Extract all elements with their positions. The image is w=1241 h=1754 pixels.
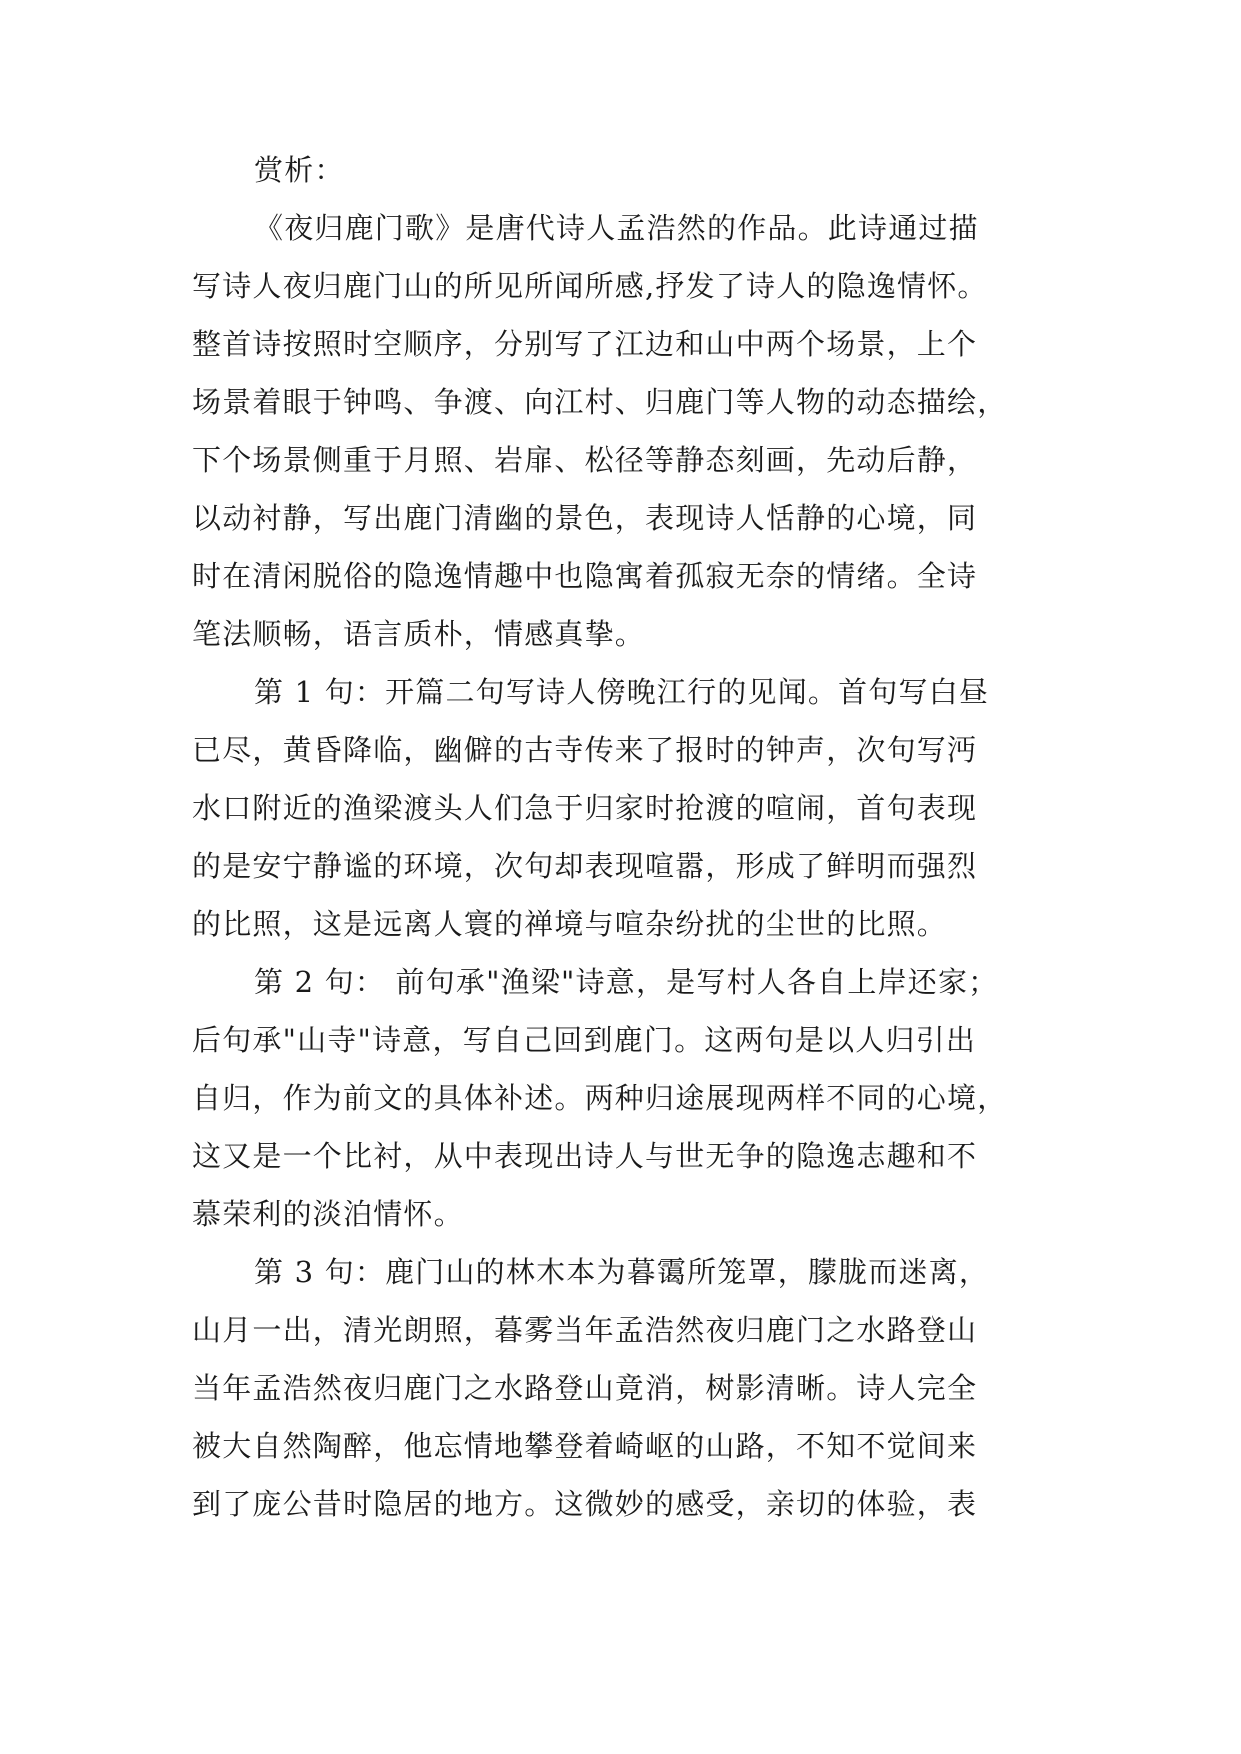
text-line: 这又是一个比衬，从中表现出诗人与世无争的隐逸志趣和不	[192, 1139, 978, 1173]
text-line: 《夜归鹿门歌》是唐代诗人孟浩然的作品。此诗通过描	[254, 211, 979, 245]
text-line: 场景着眼于钟鸣、争渡、向江村、归鹿门等人物的动态描绘，	[192, 385, 1008, 419]
text-line: 慕荣利的淡泊情怀。	[192, 1197, 464, 1231]
text-line: 赏析：	[254, 153, 345, 187]
text-line: 整首诗按照时空顺序，分别写了江边和山中两个场景，上个	[192, 327, 978, 361]
text-line: 到了庞公昔时隐居的地方。这微妙的感受，亲切的体验，表	[192, 1487, 978, 1521]
text-line: 下个场景侧重于月照、岩扉、松径等静态刻画，先动后静，	[192, 443, 978, 477]
text-line: 山月一出，清光朗照，暮雾当年孟浩然夜归鹿门之水路登山	[192, 1313, 978, 1347]
text-line: 被大自然陶醉，他忘情地攀登着崎岖的山路，不知不觉间来	[192, 1429, 978, 1463]
text-line: 后句承"山寺"诗意，写自己回到鹿门。这两句是以人归引出	[192, 1023, 977, 1057]
text-line: 的是安宁静谧的环境，次句却表现喧嚣，形成了鲜明而强烈	[192, 849, 978, 883]
text-line: 的比照，这是远离人寰的禅境与喧杂纷扰的尘世的比照。	[192, 907, 948, 941]
text-line: 已尽，黄昏降临，幽僻的古寺传来了报时的钟声，次句写沔	[192, 733, 978, 767]
text-line: 水口附近的渔梁渡头人们急于归家时抢渡的喧闹，首句表现	[192, 791, 978, 825]
text-line: 当年孟浩然夜归鹿门之水路登山竟消，树影清晰。诗人完全	[192, 1371, 978, 1405]
text-line: 写诗人夜归鹿门山的所见所闻所感,抒发了诗人的隐逸情怀。	[192, 269, 988, 303]
text-line: 时在清闲脱俗的隐逸情趣中也隐寓着孤寂无奈的情绪。全诗	[192, 559, 978, 593]
text-line: 第 2 句： 前句承"渔梁"诗意，是写村人各自上岸还家；	[254, 965, 999, 999]
text-line: 第 1 句：开篇二句写诗人傍晚江行的见闻。首句写白昼	[254, 675, 990, 709]
text-line: 以动衬静，写出鹿门清幽的景色，表现诗人恬静的心境，同	[192, 501, 978, 535]
text-line: 笔法顺畅，语言质朴，情感真挚。	[192, 617, 646, 651]
text-line: 第 3 句：鹿门山的林木本为暮霭所笼罩，朦胧而迷离，	[254, 1255, 990, 1289]
text-line: 自归，作为前文的具体补述。两种归途展现两样不同的心境，	[192, 1081, 1008, 1115]
